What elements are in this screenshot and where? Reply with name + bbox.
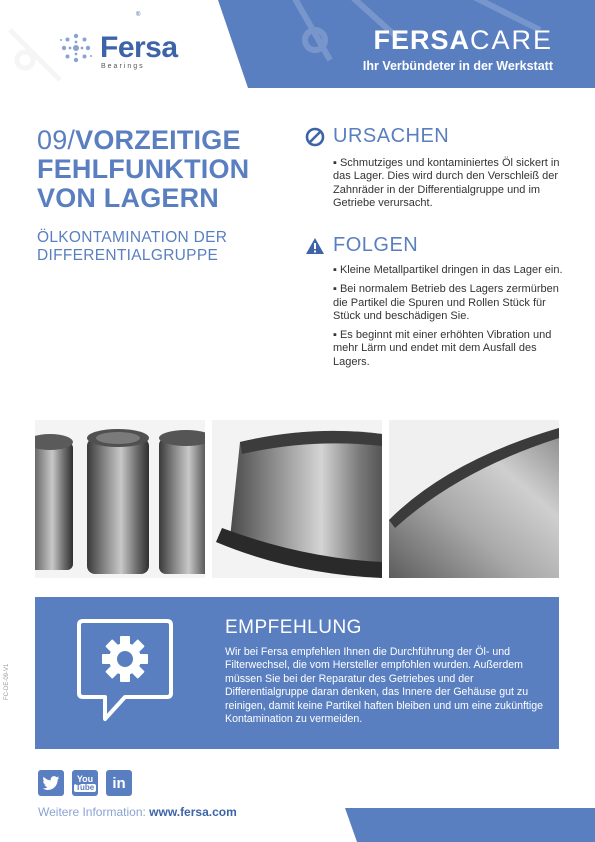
page-subtitle: ÖLKONTAMINATION DER DIFFERENTIALGRUPPE bbox=[37, 229, 228, 264]
social-links bbox=[38, 770, 132, 796]
youtube-icon[interactable] bbox=[72, 770, 98, 796]
recommendation-box bbox=[35, 597, 559, 749]
youtube-icon-bottom: Tube bbox=[75, 782, 95, 792]
logo-subtitle: Bearings bbox=[101, 63, 145, 70]
header-banner bbox=[0, 0, 595, 88]
website-link[interactable]: www.fersa.com bbox=[149, 805, 237, 819]
brand-title-light: CARE bbox=[469, 25, 553, 55]
fersacare-brand bbox=[363, 27, 553, 73]
causes-heading bbox=[305, 125, 449, 148]
linkedin-icon[interactable]: in bbox=[106, 770, 132, 796]
consequences-label: FOLGEN bbox=[333, 234, 419, 256]
recommendation-heading: EMPFEHLUNG bbox=[225, 617, 362, 638]
title-number: 09/ bbox=[37, 125, 76, 155]
footer-info bbox=[38, 805, 237, 819]
fersa-logo-dots-icon bbox=[58, 30, 94, 66]
brand-title bbox=[363, 27, 553, 54]
gear-speech-bubble-icon bbox=[75, 615, 175, 727]
photo-damaged-cup bbox=[212, 420, 382, 578]
prohibited-icon bbox=[305, 127, 325, 147]
logo-wordmark: Fersa bbox=[100, 31, 178, 64]
title-main: VORZEITIGE FEHLFUNKTION VON LAGERN bbox=[37, 125, 250, 213]
warning-icon bbox=[305, 237, 325, 255]
registered-mark: ® bbox=[136, 12, 141, 18]
list-item: ▪ Es beginnt mit einer erhöhten Vibration und mehr Lärm und endet mit dem Ausfall des Lagers. bbox=[333, 329, 552, 368]
brand-title-bold: FERSA bbox=[373, 25, 470, 55]
youtube-icon-top: You bbox=[76, 773, 94, 784]
causes-list bbox=[333, 157, 563, 216]
page-title bbox=[37, 126, 277, 213]
photo-damaged-rollers bbox=[35, 420, 205, 578]
list-item: ▪ Schmutziges und kontaminiertes Öl sickert in das Lager. Dies wird durch den Verschleiß der Zahnräder in der Differentialgruppe und im Getriebe verursacht. bbox=[333, 157, 560, 209]
consequences-heading bbox=[305, 234, 418, 257]
photo-worn-raceway bbox=[389, 420, 559, 578]
recommendation-text: Wir bei Fersa empfehlen Ihnen die Durchführung der Öl- und Filterwechsel, die vom Hersteller empfohlen wurden. Außerdem müssen Sie bei der Reparatur des Getriebes und der Differentialgruppe daran denken, das Innere der Gehäuse gut zu reinigen, damit keine Partikel haften bleiben und um eine zukünftige Kontamination zu vermeiden. bbox=[225, 646, 544, 726]
footer-info-label: Weitere Information: bbox=[38, 805, 150, 819]
brand-tagline: Ihr Verbündeter in der Werkstatt bbox=[362, 59, 553, 73]
twitter-icon[interactable] bbox=[38, 770, 64, 796]
document-code: FC-DE-09-V1 bbox=[4, 663, 10, 700]
list-item: ▪ Kleine Metallpartikel dringen in das Lager ein. bbox=[333, 264, 563, 276]
consequences-list bbox=[333, 264, 563, 375]
list-item: ▪ Bei normalem Betrieb des Lagers zermürben die Partikel die Spuren und Rollen Stück für Stück und beschädigen Sie. bbox=[333, 283, 559, 322]
footer-accent-shape bbox=[345, 808, 595, 842]
causes-label: URSACHEN bbox=[333, 125, 450, 147]
